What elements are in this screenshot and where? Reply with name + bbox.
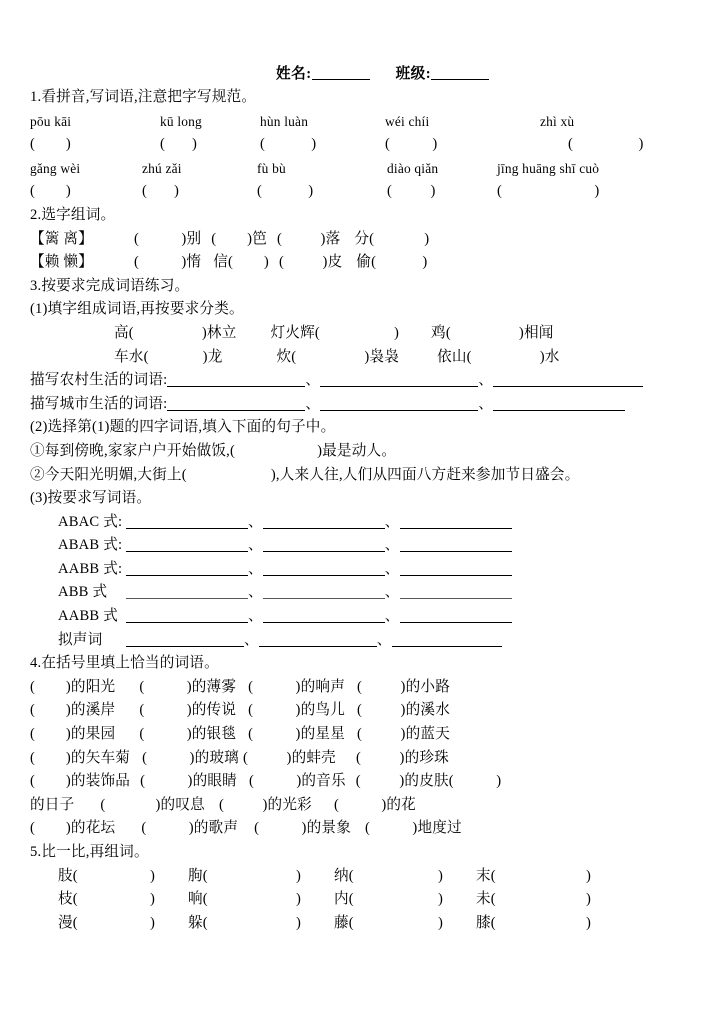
- s2b-word-2: 信: [213, 254, 229, 271]
- s2-blank-2[interactable]: ( ): [211, 230, 253, 247]
- pattern-row-abab: [30, 534, 698, 558]
- collocation-row-2: [30, 699, 698, 723]
- classify-label-2: 描写城市生活的词语:: [30, 395, 168, 412]
- idiom-6-post: )水: [539, 348, 560, 365]
- colloc-blank-7-2[interactable]: ( ): [141, 820, 194, 837]
- collocation-row-5: [30, 770, 698, 794]
- compare-char-3-1: 漫(: [58, 914, 78, 931]
- section-2-line-2: [30, 251, 698, 275]
- colloc-blank-4-2[interactable]: ( ): [142, 749, 195, 766]
- colloc-blank-4-4[interactable]: ( ): [355, 749, 405, 766]
- pinyin-row-1: [30, 110, 698, 134]
- answer-bracket-2-4[interactable]: ( ): [387, 183, 436, 200]
- colloc-word-1-1: 的阳光: [70, 678, 116, 695]
- s2-word-4: 分: [354, 230, 370, 247]
- section-3-title: 3.按要求完成词语练习。: [30, 277, 190, 294]
- colloc-word-7-2: 的歌声: [193, 820, 239, 837]
- colloc-word-5-1: 的装饰品: [70, 773, 131, 790]
- section-2-line-1: [30, 228, 698, 252]
- pattern-ono-blank-3[interactable]: [392, 632, 502, 647]
- compare-blank-3-4[interactable]: ): [586, 914, 592, 931]
- classify-row-2: [30, 393, 698, 417]
- pinyin-2-4: diào qiǎn: [387, 160, 439, 176]
- colloc-word-2-3: 的鸟儿: [300, 702, 345, 719]
- sep-c1: 、: [248, 513, 263, 530]
- classify-1-blank-3[interactable]: [493, 372, 643, 387]
- idiom-3-post: )相闻: [518, 324, 554, 341]
- s2b-word-1: 惰: [186, 254, 202, 271]
- colloc-blank-5-4[interactable]: ( ): [355, 773, 405, 790]
- s2-word-3: 落: [325, 230, 341, 247]
- pattern-label-aabb-1: AABB 式:: [58, 560, 123, 577]
- colloc-blank-6-2[interactable]: ( ): [100, 796, 161, 813]
- compare-char-3-3: 藤(: [334, 914, 354, 931]
- compare-blank-3-2[interactable]: ): [296, 914, 302, 931]
- sep-f2: 、: [384, 584, 400, 601]
- s2-blank-4[interactable]: ( ): [369, 230, 430, 247]
- answer-bracket-1-1[interactable]: ( ): [30, 136, 71, 153]
- pattern-abb-blank-1[interactable]: [126, 584, 248, 599]
- compare-blank-2-1[interactable]: ): [150, 891, 156, 908]
- sep-a1: 、: [305, 372, 321, 389]
- colloc-word-5-3: 的音乐: [301, 773, 346, 790]
- sep-e1: 、: [248, 560, 263, 577]
- pattern-abb-blank-3[interactable]: [400, 584, 512, 599]
- compare-char-1-3: 纳(: [334, 867, 354, 884]
- compare-char-2-3: 内(: [334, 891, 354, 908]
- colloc-word-6-1: 的日子: [30, 796, 75, 813]
- classify-1-blank-1[interactable]: [167, 372, 305, 387]
- pinyin-1-2: kū long: [160, 113, 202, 129]
- idiom-3-pre: 鸡(: [431, 324, 451, 341]
- compare-row-3: [30, 912, 698, 936]
- name-blank[interactable]: [312, 79, 370, 80]
- colloc-word-1-4: 的小路: [405, 678, 450, 695]
- colloc-word-4-2: 的玻璃: [194, 749, 239, 766]
- colloc-word-6-2: 的叹息: [160, 796, 205, 813]
- pattern-label-abac: ABAC 式:: [58, 513, 123, 530]
- colloc-word-6-4: 的花: [386, 796, 416, 813]
- section-3-sub-3: (3)按要求写词语。: [30, 490, 152, 507]
- sentence-1: [30, 440, 698, 464]
- compare-row-1: [30, 865, 698, 889]
- s2-word-1: 别: [186, 230, 202, 247]
- answer-bracket-1-2[interactable]: ( ): [160, 136, 198, 153]
- pattern-aabb1-blank-2[interactable]: [263, 561, 385, 576]
- colloc-blank-1-3[interactable]: ( ): [248, 678, 301, 695]
- compare-blank-1-3[interactable]: ): [438, 867, 444, 884]
- pattern-aabb2-blank-3[interactable]: [400, 608, 512, 623]
- answer-bracket-1-4[interactable]: ( ): [385, 136, 438, 153]
- sep-f1: 、: [248, 584, 263, 601]
- classify-row-1: [30, 369, 698, 393]
- pinyin-2-3: fù bù: [257, 160, 286, 176]
- colloc-blank-3-4[interactable]: ( ): [357, 726, 406, 743]
- classify-label-1: 描写农村生活的词语:: [30, 372, 168, 389]
- pattern-ono-blank-1[interactable]: [126, 632, 244, 647]
- sep-h1: 、: [244, 631, 259, 648]
- compare-blank-3-3[interactable]: ): [438, 914, 444, 931]
- idiom-row-2: [30, 346, 698, 370]
- colloc-blank-3-1[interactable]: ( ): [30, 726, 71, 743]
- pattern-row-aabb-2: [30, 605, 698, 629]
- s2-blank-1[interactable]: ( ): [134, 230, 187, 247]
- char-group-lan: 【赖 懒】: [30, 254, 94, 271]
- classify-2-blank-3[interactable]: [493, 396, 625, 411]
- student-info-header: [30, 62, 698, 86]
- colloc-blank-2-4[interactable]: ( ): [357, 702, 406, 719]
- colloc-blank-5-1[interactable]: ( ): [30, 773, 71, 790]
- section-4-title: 4.在括号里填上恰当的词语。: [30, 655, 219, 672]
- sep-e2: 、: [384, 560, 400, 577]
- colloc-blank-7-1[interactable]: ( ): [30, 820, 71, 837]
- colloc-blank-1-4[interactable]: ( ): [357, 678, 406, 695]
- compare-row-2: [30, 888, 698, 912]
- colloc-blank-5-3[interactable]: ( ): [248, 773, 302, 790]
- pattern-label-abb: ABB 式: [58, 584, 108, 601]
- colloc-blank-3-3[interactable]: ( ): [248, 726, 301, 743]
- compare-char-1-1: 肢(: [58, 867, 78, 884]
- sep-d1: 、: [248, 537, 263, 554]
- colloc-blank-7-3[interactable]: ( ): [254, 820, 307, 837]
- collocation-row-7: [30, 817, 698, 841]
- colloc-word-7-3: 的景象: [306, 820, 351, 837]
- colloc-word-3-4: 的蓝天: [405, 726, 450, 743]
- pattern-aabb1-blank-1[interactable]: [126, 561, 248, 576]
- compare-blank-2-2[interactable]: ): [296, 891, 302, 908]
- colloc-word-3-2: 的银毯: [191, 726, 237, 743]
- colloc-word-1-3: 的响声: [300, 678, 345, 695]
- answer-bracket-row-2: [30, 180, 698, 204]
- pinyin-row-2: [30, 157, 698, 181]
- pattern-row-onomatopoeia: [30, 629, 698, 653]
- sentence-1-pre: ①每到傍晚,家家户户开始做饭,(: [30, 442, 236, 459]
- compare-blank-1-2[interactable]: ): [296, 867, 302, 884]
- class-label: 班级:: [395, 66, 432, 82]
- collocation-row-4: [30, 747, 698, 771]
- pinyin-1-1: pōu kāi: [30, 113, 72, 129]
- pattern-aabb1-blank-3[interactable]: [400, 561, 512, 576]
- colloc-word-5-2: 的眼睛: [192, 773, 237, 790]
- colloc-blank-3-2[interactable]: ( ): [139, 726, 192, 743]
- name-label: 姓名:: [276, 66, 312, 82]
- pattern-aabb2-blank-1[interactable]: [126, 608, 248, 623]
- pattern-row-aabb-1: [30, 558, 698, 582]
- idiom-4-post: )龙: [202, 348, 223, 365]
- class-blank[interactable]: [431, 79, 489, 80]
- classify-2-blank-1[interactable]: [167, 396, 305, 411]
- pinyin-1-3: hùn luàn: [260, 113, 309, 129]
- sentence-2-post: ),人来人往,人们从四面八方赶来参加节日盛会。: [270, 466, 580, 483]
- compare-char-3-4: 膝(: [476, 914, 496, 931]
- colloc-word-4-3: 的蚌壳: [291, 749, 336, 766]
- colloc-word-2-4: 的溪水: [405, 702, 450, 719]
- s2b-blank-4[interactable]: ( ): [371, 254, 428, 271]
- colloc-word-4-1: 的矢车菊: [70, 749, 131, 766]
- colloc-word-2-2: 的传说: [191, 702, 237, 719]
- s2b-word-4: 偷: [356, 254, 372, 271]
- colloc-blank-2-1[interactable]: ( ): [30, 702, 71, 719]
- answer-bracket-2-2[interactable]: ( ): [142, 183, 180, 200]
- colloc-blank-6-4[interactable]: ( ): [333, 796, 387, 813]
- colloc-blank-6-1[interactable]: ( ): [448, 773, 502, 790]
- s2b-word-3: 皮: [327, 254, 343, 271]
- sep-a2: 、: [478, 372, 493, 389]
- pattern-abac-blank-2[interactable]: [263, 514, 385, 529]
- pattern-abac-blank-1[interactable]: [126, 514, 248, 529]
- section-3-sub-1: (1)填字组成词语,再按要求分类。: [30, 301, 244, 318]
- sep-d2: 、: [384, 537, 400, 554]
- sentence-2: [30, 464, 698, 488]
- compare-blank-1-1[interactable]: ): [150, 867, 156, 884]
- section-2-title: 2.选字组词。: [30, 206, 116, 223]
- colloc-word-3-1: 的果园: [70, 726, 116, 743]
- idiom-6-pre: 依山(: [437, 348, 472, 365]
- pattern-label-aabb-2: AABB 式: [58, 608, 118, 625]
- pattern-abac-blank-3[interactable]: [400, 514, 512, 529]
- colloc-word-4-4: 的珍珠: [404, 749, 449, 766]
- compare-blank-1-4[interactable]: ): [586, 867, 592, 884]
- pattern-label-onomatopoeia: 拟声词: [58, 631, 103, 648]
- colloc-blank-5-2[interactable]: ( ): [140, 773, 193, 790]
- section-3-sub-2: (2)选择第(1)题的四字词语,填入下面的句子中。: [30, 419, 336, 436]
- sentence-2-pre: ②今天阳光明媚,大街上(: [30, 466, 187, 483]
- colloc-word-7-1: 的花坛: [70, 820, 116, 837]
- collocation-row-1: [30, 676, 698, 700]
- pattern-abb-blank-2[interactable]: [263, 584, 385, 599]
- colloc-blank-6-3[interactable]: ( ): [218, 796, 268, 813]
- colloc-word-2-1: 的溪岸: [70, 702, 116, 719]
- s2b-blank-3[interactable]: ( ): [278, 254, 328, 271]
- pattern-row-abb: [30, 581, 698, 605]
- idiom-row-1: [30, 322, 698, 346]
- colloc-blank-1-2[interactable]: ( ): [139, 678, 192, 695]
- pinyin-2-2: zhú zǎi: [142, 160, 182, 176]
- s2b-blank-2[interactable]: ( ): [228, 254, 269, 271]
- answer-bracket-1-5[interactable]: ( ): [568, 136, 644, 153]
- compare-char-2-4: 未(: [476, 891, 496, 908]
- compare-blank-2-4[interactable]: ): [586, 891, 592, 908]
- colloc-blank-2-2[interactable]: ( ): [139, 702, 192, 719]
- pinyin-2-1: gǎng wèi: [30, 160, 81, 176]
- classify-1-blank-2[interactable]: [320, 372, 478, 387]
- char-group-li: 【篱 离】: [30, 230, 94, 247]
- pattern-abab-blank-2[interactable]: [263, 537, 385, 552]
- colloc-blank-4-3[interactable]: ( ): [242, 749, 292, 766]
- pinyin-2-5: jīng huāng shī cuò: [497, 160, 600, 176]
- s2-blank-3[interactable]: ( ): [276, 230, 326, 247]
- pattern-abab-blank-1[interactable]: [126, 537, 248, 552]
- colloc-blank-7-4[interactable]: ( ): [365, 820, 418, 837]
- s2-word-2: 笆: [252, 230, 267, 247]
- compare-blank-3-1[interactable]: ): [150, 914, 156, 931]
- collocation-row-3: [30, 723, 698, 747]
- idiom-4-pre: 车水(: [114, 348, 149, 365]
- colloc-word-7-4: 地度过: [417, 820, 462, 837]
- pattern-row-abac: [30, 511, 698, 535]
- sep-b1: 、: [305, 395, 321, 412]
- section-1-title: 1.看拼音,写词语,注意把字写规范。: [30, 89, 257, 105]
- answer-bracket-2-3[interactable]: ( ): [257, 183, 314, 200]
- section-5-title: 5.比一比,再组词。: [30, 844, 149, 860]
- compare-char-1-4: 末(: [476, 867, 496, 884]
- pattern-ono-blank-2[interactable]: [259, 632, 377, 647]
- answer-bracket-1-3[interactable]: ( ): [260, 136, 317, 153]
- colloc-word-6-3: 的光彩: [267, 796, 312, 813]
- sep-h2: 、: [376, 631, 392, 648]
- colloc-blank-1-1[interactable]: ( ): [30, 678, 71, 695]
- answer-bracket-2-1[interactable]: ( ): [30, 183, 71, 200]
- colloc-word-1-2: 的薄雾: [191, 678, 237, 695]
- compare-char-1-2: 朐(: [188, 867, 208, 884]
- sep-b2: 、: [478, 395, 493, 412]
- pinyin-1-4: wéi chíi: [385, 113, 430, 129]
- sep-g1: 、: [248, 608, 263, 625]
- colloc-blank-4-1[interactable]: ( ): [30, 749, 71, 766]
- compare-char-3-2: 躲(: [188, 914, 208, 931]
- colloc-blank-2-3[interactable]: ( ): [248, 702, 301, 719]
- idiom-5-pre: 炊(: [276, 348, 297, 365]
- idiom-2-pre: 灯火辉(: [270, 324, 320, 341]
- colloc-word-5-4: 的皮肤: [404, 773, 449, 790]
- pattern-label-abab: ABAB 式:: [58, 537, 123, 554]
- colloc-word-3-3: 的星星: [300, 726, 345, 743]
- answer-bracket-row-1: [30, 133, 698, 157]
- sentence-1-post: )最是动人。: [317, 442, 397, 459]
- sep-c2: 、: [384, 513, 400, 530]
- compare-char-2-2: 响(: [188, 891, 208, 908]
- pattern-aabb2-blank-2[interactable]: [263, 608, 385, 623]
- answer-bracket-2-5[interactable]: ( ): [497, 183, 600, 200]
- pinyin-1-5: zhì xù: [540, 113, 575, 129]
- compare-char-2-1: 枝(: [58, 891, 78, 908]
- pattern-abab-blank-3[interactable]: [400, 537, 512, 552]
- idiom-1-pre: 高(: [114, 324, 134, 341]
- idiom-1-post: )林立: [201, 324, 237, 341]
- collocation-row-6: [30, 794, 698, 818]
- s2b-blank-1[interactable]: ( ): [134, 254, 187, 271]
- idiom-2-post: ): [393, 324, 400, 341]
- compare-blank-2-3[interactable]: ): [438, 891, 444, 908]
- sep-g2: 、: [384, 608, 400, 625]
- classify-2-blank-2[interactable]: [320, 396, 478, 411]
- idiom-5-post: )袅袅: [364, 348, 400, 365]
